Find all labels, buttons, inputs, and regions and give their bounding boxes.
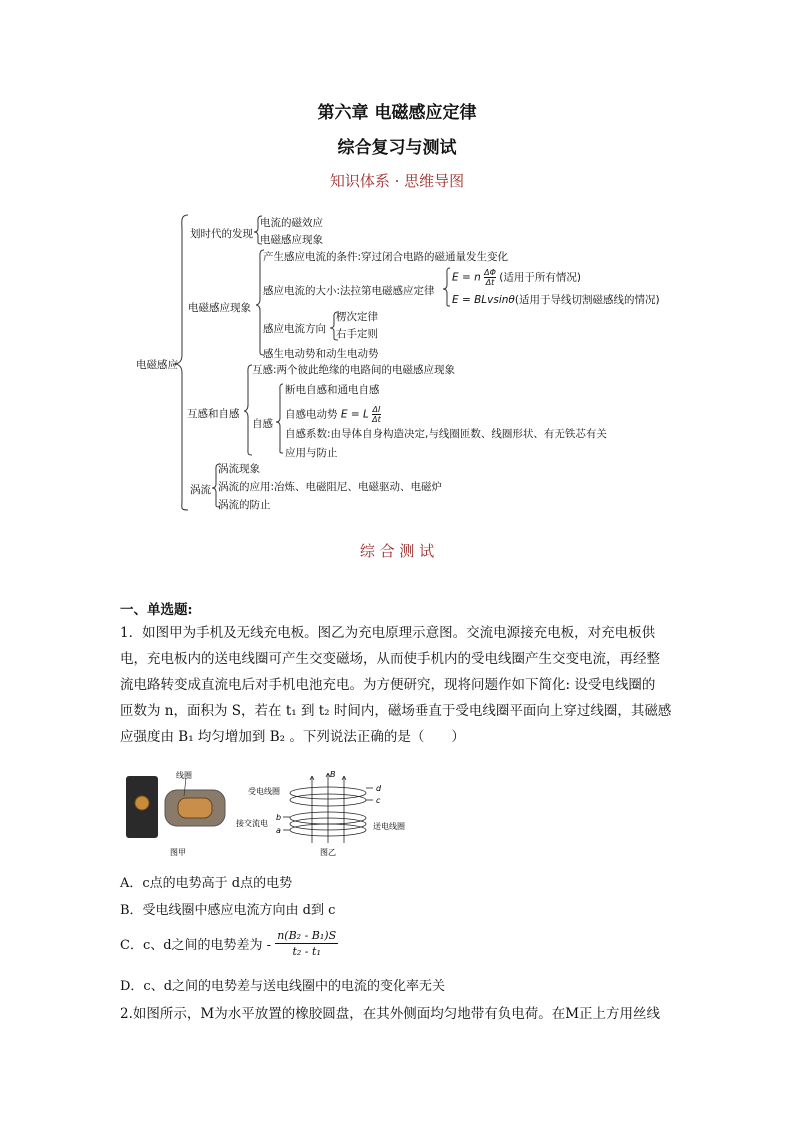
formula-faraday-den: Δt <box>485 278 495 287</box>
q1-option-c <box>120 928 338 959</box>
q1-option-d: D．c、d之间的电势差与送电线圈中的电流的变化率无关 <box>120 979 446 994</box>
leaf-em-induction: 电磁感应现象 <box>260 234 323 246</box>
formula-self-emf-fraction <box>372 405 381 424</box>
leaf-eddy-phenomenon: 涡流现象 <box>218 463 260 475</box>
caption-fig-b: 图乙 <box>320 848 336 857</box>
leaf-eddy-prevention: 涡流的防止 <box>218 499 271 511</box>
formula-faraday <box>452 268 581 287</box>
leaf-current-magnetic-effect: 电流的磁效应 <box>260 217 323 229</box>
leaf-right-hand-rule: 右手定则 <box>336 328 378 340</box>
ac-label: 接交流电 <box>236 819 268 828</box>
figure-phone-charger <box>126 770 225 838</box>
question-1 <box>120 620 671 750</box>
formula-self-emf-den: Δt <box>372 415 381 424</box>
label-d: d <box>376 784 382 793</box>
q1-line-4: 匝数为 n，面积为 S，若在 t₁ 到 t₂ 时间内，磁场垂直于受电线圈平面向上穿过线圈，其磁感 <box>120 703 672 719</box>
leaf-self-emf <box>285 405 381 424</box>
subtitle: 综合复习与测试 <box>337 138 457 158</box>
formula-motional-note: (适用于导线切割磁感线的情况) <box>514 294 660 306</box>
leaf-application-prevention: 应用与防止 <box>285 447 338 459</box>
leaf-self-induction-types: 断电自感和通电自感 <box>285 384 380 396</box>
formula-self-emf-num: ΔI <box>372 405 381 414</box>
q1-option-c-den: t₂ - t₁ <box>292 945 321 958</box>
q1-option-b: B．受电线圈中感应电流方向由 d到 c <box>120 903 336 918</box>
figure-coil-diagram <box>283 773 373 843</box>
formula-motional-expr: E = BLvsinθ <box>452 294 515 306</box>
label-B: B <box>330 770 336 779</box>
leaf-lenz-law: 楞次定律 <box>336 311 378 323</box>
branch-eddy-current: 涡流 <box>190 484 211 496</box>
formula-faraday-fraction <box>484 268 496 287</box>
q1-line-3: 流电路转变成直流电后对手机电池充电。为方便研究，现将问题作如下简化: 设受电线圈的 <box>120 677 656 693</box>
charging-pad-coil <box>178 798 212 818</box>
q1-option-a: A．c点的电势高于 d点的电势 <box>120 876 293 891</box>
leaf-self-induction: 自感 <box>252 418 273 430</box>
leaf-self-emf-label: 自感电动势 <box>285 408 338 421</box>
root-node: 电磁感应 <box>136 359 178 371</box>
send-coil-label: 送电线圈 <box>373 822 405 831</box>
formula-faraday-note: (适用于所有情况) <box>499 271 581 284</box>
formula-faraday-lhs: E = n <box>452 271 481 284</box>
coil-label: 线圈 <box>176 771 192 780</box>
section-single-choice: 一、单选题: <box>120 602 193 618</box>
q1-figure <box>118 768 418 863</box>
q1-option-c-num: n(B₂ - B₁)S <box>277 929 337 942</box>
q1-line-1: 1．如图甲为手机及无线充电板。图乙为充电原理示意图。交流电源接充电板，对充电板供 <box>120 625 656 641</box>
phone-coil <box>135 796 149 810</box>
question-2: 2.如图所示，M为水平放置的橡胶圆盘，在其外侧面均匀地带有负电荷。在M正上方用丝线 <box>120 1006 661 1022</box>
label-b: b <box>276 813 282 822</box>
leaf-faraday-law: 感应电流的大小:法拉第电磁感应定律 <box>263 285 435 297</box>
leaf-inductance: 自感系数:由导体自身构造决定,与线圈匝数、线圈形状、有无铁芯有关 <box>285 428 607 440</box>
branch-discovery: 划时代的发现 <box>190 228 253 240</box>
mindmap-heading: 知识体系 · 思维导图 <box>329 172 465 190</box>
branch-mutual-self: 互感和自感 <box>187 408 240 420</box>
leaf-mutual-induction: 互感:两个彼此绝缘的电路间的电磁感应现象 <box>252 364 456 376</box>
q1-line-2: 电，充电板内的送电线圈可产生交变磁场，从而使手机内的受电线圈产生交变电流，再经整 <box>120 651 660 667</box>
q1-option-c-fraction <box>275 928 338 959</box>
branch-em-phenomenon: 电磁感应现象 <box>188 302 251 314</box>
test-heading: 综 合 测 试 <box>359 542 435 560</box>
leaf-eddy-applications: 涡流的应用:冶炼、电磁阻尼、电磁驱动、电磁炉 <box>218 481 443 493</box>
leaf-emf-types: 感生电动势和动生电动势 <box>263 348 379 360</box>
q1-line-5: 应强度由 B₁ 均匀增加到 B₂ 。下列说法正确的是（ ） <box>120 729 465 745</box>
label-c: c <box>376 796 381 805</box>
label-a: a <box>276 826 281 835</box>
formula-motional <box>452 292 660 307</box>
q1-option-c-text: C．c、d之间的电势差为 - <box>120 938 272 953</box>
leaf-induction-condition: 产生感应电流的条件:穿过闭合电路的磁通量发生变化 <box>263 251 509 263</box>
chapter-title: 第六章 电磁感应定律 <box>317 103 477 123</box>
formula-faraday-num: ΔΦ <box>484 268 496 277</box>
recv-coil-label: 受电线圈 <box>248 787 280 796</box>
leaf-current-direction: 感应电流方向 <box>263 323 326 335</box>
formula-self-emf-lhs: E = L <box>340 408 369 421</box>
caption-fig-a: 图甲 <box>170 848 186 857</box>
